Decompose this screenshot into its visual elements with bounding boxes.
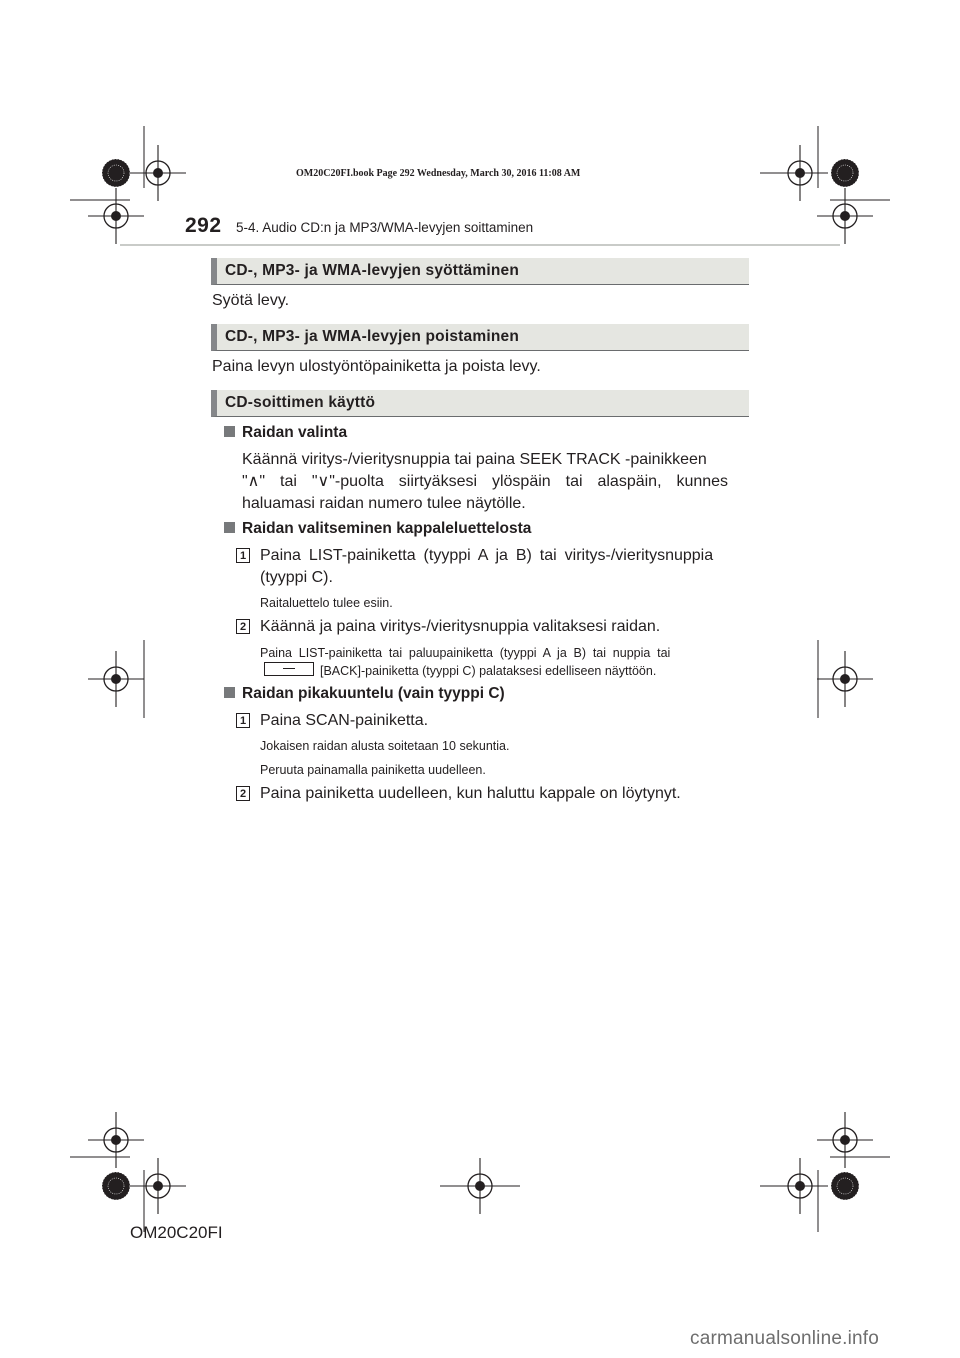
step-number-box: 2: [236, 619, 250, 634]
section-heading-insert: [211, 258, 749, 285]
subheading-track-select: Raidan valinta: [224, 424, 347, 442]
section-heading-operation: [211, 390, 749, 417]
section-body-insert: Syötä levy.: [212, 292, 290, 309]
step-number-box: 1: [236, 548, 250, 563]
scan-step-1-note-1: Jokaisen raidan alusta soitetaan 10 sekuntia.: [260, 739, 510, 753]
track-select-line-3: haluamasi raidan numero tulee näytölle.: [242, 495, 526, 512]
list-step-2-text: Käännä ja paina viritys-/vieritysnuppia valitaksesi raidan.: [260, 618, 661, 635]
square-bullet-icon: [224, 426, 235, 437]
list-step-2-note-2: [BACK]-painiketta (tyyppi C) palataksesi edelliseen näyttöön.: [320, 664, 657, 678]
track-select-line-1: Käännä viritys-/vieritysnuppia tai paina SEEK TRACK -painikkeen: [242, 451, 707, 468]
square-bullet-icon: [224, 687, 235, 698]
page-number: 292: [185, 214, 222, 237]
section-heading-eject: [211, 324, 749, 351]
footer-code: OM20C20FI: [130, 1223, 223, 1242]
back-key-icon: [264, 662, 314, 676]
section-title: CD-soittimen käyttö: [225, 394, 376, 411]
header-rule: [120, 244, 840, 246]
list-step-1-line-2: (tyyppi C).: [260, 569, 333, 586]
track-select-line-2: "∧" tai "∨"-puolta siirtyäksesi ylöspäin tai alaspäin, kunnes: [242, 473, 729, 490]
square-bullet-icon: [224, 522, 235, 533]
book-stamp: OM20C20FI.book Page 292 Wednesday, March 30, 2016 11:08 AM: [296, 168, 581, 179]
section-title: CD-, MP3- ja WMA-levyjen poistaminen: [225, 328, 519, 345]
list-step-1-note: Raitaluettelo tulee esiin.: [260, 596, 393, 610]
section-title: CD-, MP3- ja WMA-levyjen syöttäminen: [225, 262, 519, 279]
watermark: carmanualsonline.info: [690, 1328, 880, 1349]
section-body-eject: Paina levyn ulostyöntöpainiketta ja poista levy.: [212, 358, 541, 375]
running-head: 5-4. Audio CD:n ja MP3/WMA-levyjen soittaminen: [236, 220, 534, 235]
list-step-1-line-1: Paina LIST-painiketta (tyyppi A ja B) tai viritys-/vieritysnuppia: [260, 547, 714, 564]
subheading-quick-scan: Raidan pikakuuntelu (vain tyyppi C): [224, 685, 505, 703]
scan-step-1-note-2: Peruuta painamalla painiketta uudelleen.: [260, 763, 486, 777]
step-number-box: 1: [236, 713, 250, 728]
list-step-2-note-1: Paina LIST-painiketta tai paluupainiketta (tyyppi A ja B) tai nuppia tai: [260, 646, 671, 660]
scan-step-1-text: Paina SCAN-painiketta.: [260, 712, 429, 729]
list-step-2-note-2-row: [264, 662, 656, 680]
step-number-box: 2: [236, 786, 250, 801]
subheading-list-select: Raidan valitseminen kappaleluettelosta: [224, 520, 531, 538]
scan-step-2-text: Paina painiketta uudelleen, kun haluttu kappale on löytynyt.: [260, 785, 681, 802]
